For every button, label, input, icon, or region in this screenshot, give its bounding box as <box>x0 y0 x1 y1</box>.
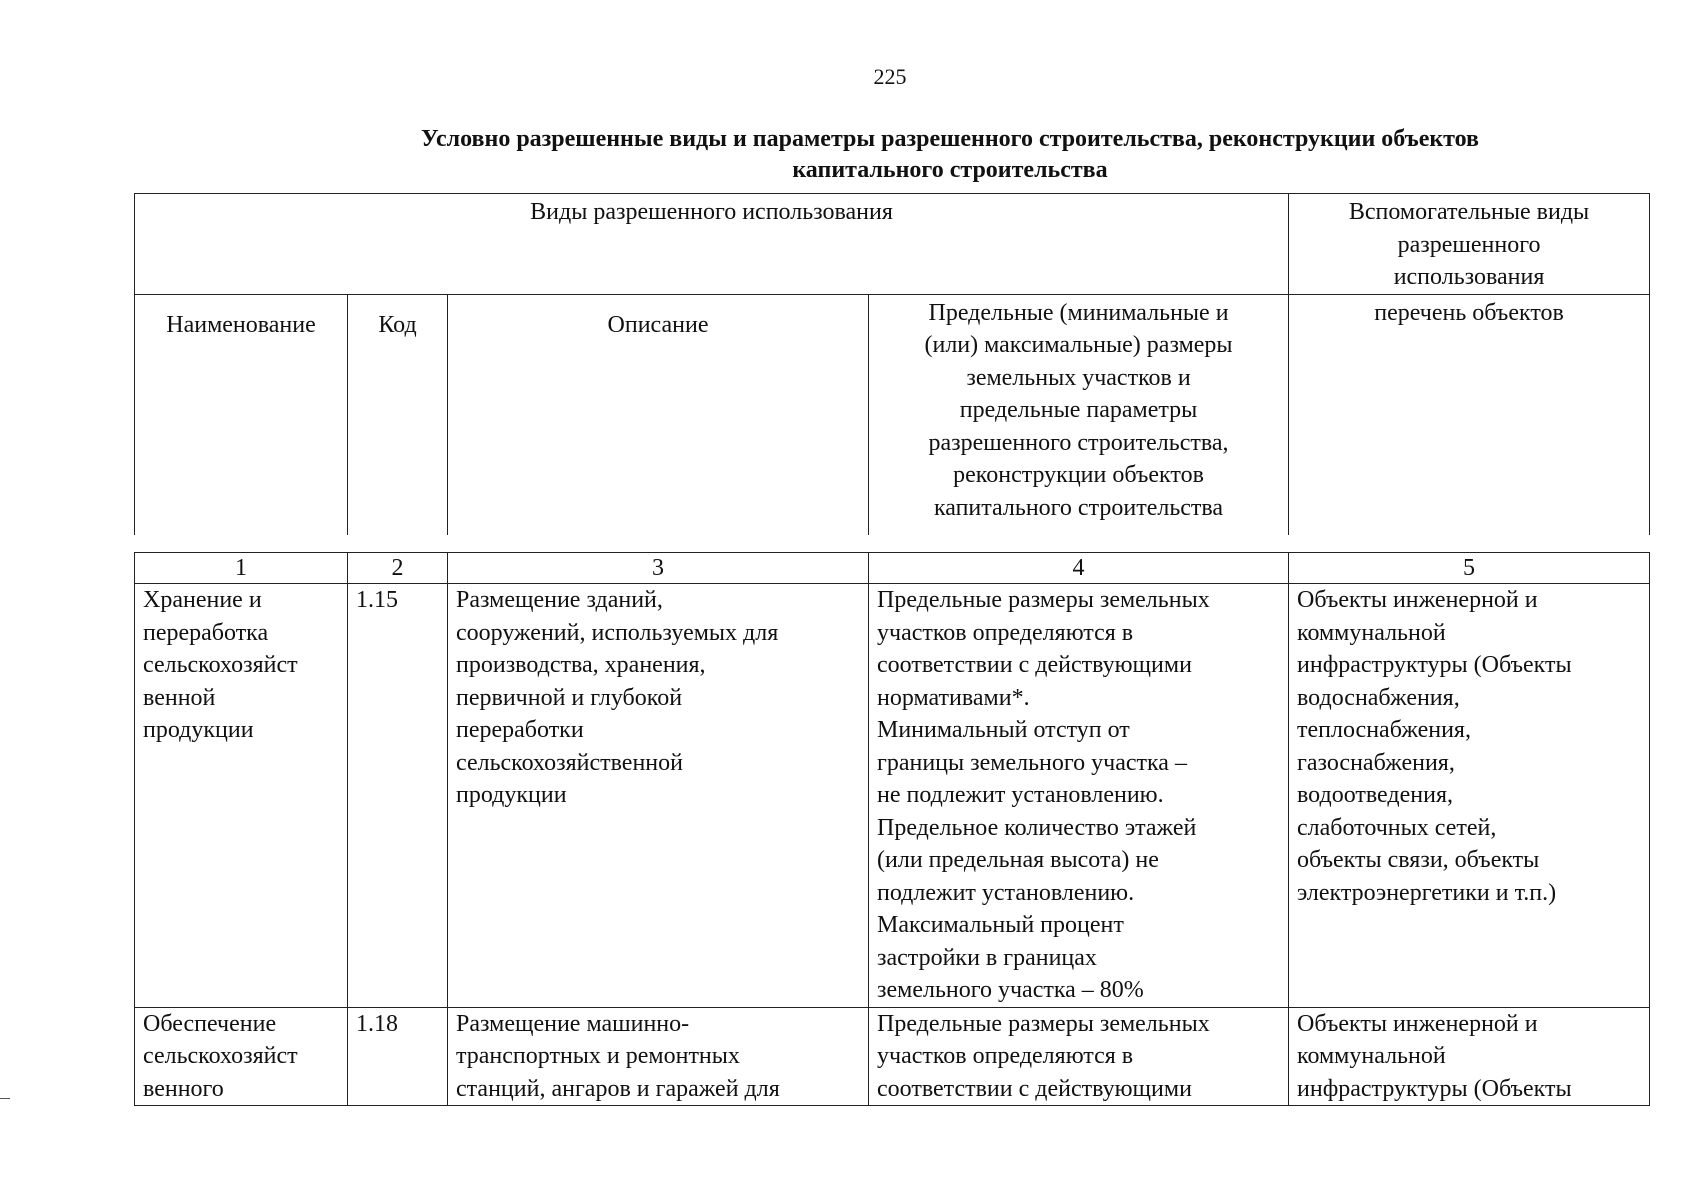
header-aux-line: использования <box>1393 264 1545 290</box>
text-line: Предельное количество этажей <box>877 814 1197 841</box>
text-line: коммунальной <box>1297 619 1446 646</box>
text-line: продукции <box>143 717 254 743</box>
column-number: 5 <box>1289 553 1650 584</box>
text-line: застройки в границах <box>877 944 1097 971</box>
title-line-1: Условно разрешенные виды и параметры разрешенного строительства, реконструкции объектов <box>420 126 1480 152</box>
header-limits-line: реконструкции объектов <box>953 462 1204 488</box>
text-line: Объекты инженерной и <box>1297 1010 1538 1037</box>
column-number: 1 <box>135 553 348 584</box>
table-row <box>135 1007 1650 1106</box>
text-line: инфраструктуры (Объекты <box>1297 1075 1572 1102</box>
text-line: сельскохозяйственной <box>456 749 683 776</box>
column-number: 4 <box>869 553 1289 584</box>
row-limits <box>869 1007 1289 1106</box>
row-description <box>448 584 869 1008</box>
text-line: теплоснабжения, <box>1297 717 1471 743</box>
header-limits-line: предельные параметры <box>959 397 1198 423</box>
text-line: Обеспечение <box>143 1010 277 1037</box>
header-table <box>134 193 1650 535</box>
text-line: переработка <box>143 619 269 646</box>
column-number: 3 <box>448 553 869 584</box>
text-line: не подлежит установлению. <box>877 782 1164 808</box>
header-col-code: Код <box>348 294 448 535</box>
table-row <box>135 584 1650 1008</box>
text-line: электроэнергетики и т.п.) <box>1297 879 1557 906</box>
text-line: земельного участка – 80% <box>877 977 1144 1003</box>
header-limits-line: (или) максимальные) размеры <box>924 332 1233 358</box>
header-limits-line: Предельные (минимальные и <box>928 299 1229 326</box>
text-line: газоснабжения, <box>1297 749 1455 776</box>
margin-tick <box>0 1098 10 1099</box>
row-description <box>448 1007 869 1106</box>
text-line: первичной и глубокой <box>456 684 683 711</box>
header-col-limits <box>869 294 1289 535</box>
text-line: венной <box>143 684 216 711</box>
text-line: коммунальной <box>1297 1043 1446 1069</box>
text-line: инфраструктуры (Объекты <box>1297 652 1572 678</box>
text-line: слаботочных сетей, <box>1297 814 1497 841</box>
text-line: переработки <box>456 717 584 743</box>
text-line: Предельные размеры земельных <box>877 1010 1210 1037</box>
text-line: Предельные размеры земельных <box>877 587 1210 613</box>
text-line: Минимальный отступ от <box>877 717 1130 743</box>
header-limits-line: земельных участков и <box>966 364 1191 391</box>
text-line: подлежит установлению. <box>877 879 1135 906</box>
text-line: водоснабжения, <box>1297 684 1460 711</box>
page-title <box>250 124 1650 186</box>
header-limits-line: капитального строительства <box>933 494 1224 521</box>
text-line: Размещение зданий, <box>456 587 663 613</box>
text-line: продукции <box>456 782 567 808</box>
text-line: Максимальный процент <box>877 912 1124 938</box>
header-aux-line: Вспомогательные виды <box>1348 199 1590 225</box>
text-line: границы земельного участка – <box>877 749 1187 776</box>
text-line: производства, хранения, <box>456 652 706 678</box>
row-code: 1.15 <box>348 584 448 1008</box>
row-name <box>135 584 348 1008</box>
text-line: Объекты инженерной и <box>1297 587 1538 613</box>
text-line: сельскохозяйст <box>143 1043 298 1069</box>
text-line: участков определяются в <box>877 1043 1134 1069</box>
text-line: Размещение машинно- <box>456 1010 690 1037</box>
text-line: водоотведения, <box>1297 782 1453 808</box>
text-line: транспортных и ремонтных <box>456 1043 740 1069</box>
text-line: сооружений, используемых для <box>456 619 779 646</box>
text-line: участков определяются в <box>877 619 1134 646</box>
text-line: станций, ангаров и гаражей для <box>456 1075 780 1102</box>
text-line: соответствии с действующими <box>877 652 1192 678</box>
text-line: соответствии с действующими <box>877 1075 1192 1102</box>
column-number-row <box>135 553 1650 584</box>
header-col-aux-list: перечень объектов <box>1289 294 1650 535</box>
header-group-main: Виды разрешенного использования <box>135 194 1289 295</box>
text-line: нормативами*. <box>877 684 1030 711</box>
title-line-2: капитального строительства <box>792 157 1108 183</box>
text-line: объекты связи, объекты <box>1297 847 1540 873</box>
row-code: 1.18 <box>348 1007 448 1106</box>
data-table <box>134 552 1650 1106</box>
text-line: Хранение и <box>143 587 262 613</box>
header-limits-line: разрешенного строительства, <box>928 429 1229 456</box>
text-line: (или предельная высота) не <box>877 847 1159 873</box>
header-aux-line: разрешенного <box>1397 231 1541 258</box>
page-number: 225 <box>873 64 907 89</box>
header-group-aux <box>1289 194 1650 295</box>
text-line: сельскохозяйст <box>143 652 298 678</box>
row-name <box>135 1007 348 1106</box>
column-number: 2 <box>348 553 448 584</box>
text-line: венного <box>143 1075 224 1102</box>
row-aux <box>1289 1007 1650 1106</box>
row-aux <box>1289 584 1650 1008</box>
header-col-name: Наименование <box>135 294 348 535</box>
row-limits <box>869 584 1289 1008</box>
header-col-description: Описание <box>448 294 869 535</box>
